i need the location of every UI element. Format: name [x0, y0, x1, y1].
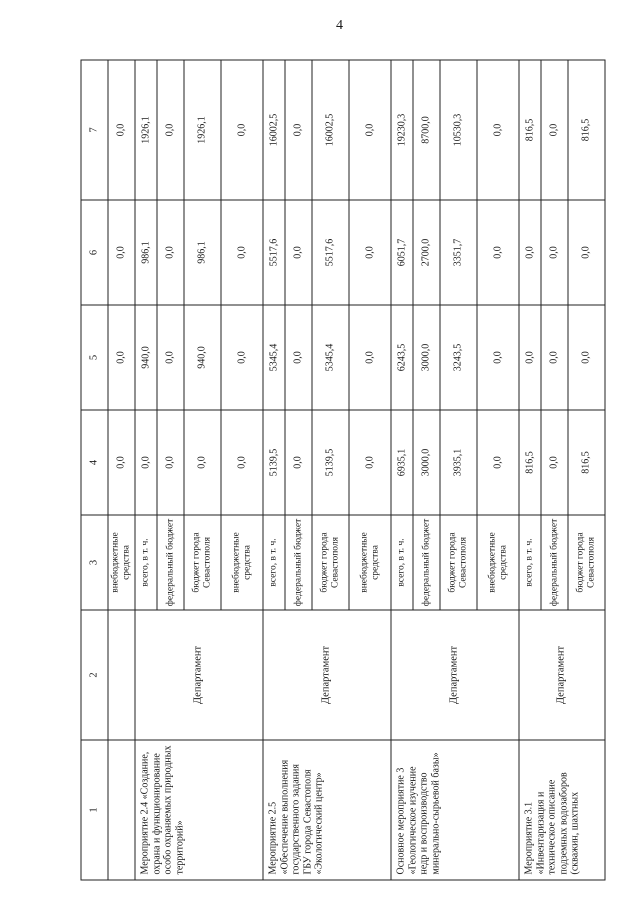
value-cell: 2700,0	[413, 200, 440, 305]
source-cell: внебюджетные средства	[349, 515, 391, 610]
value-cell: 0,0	[349, 200, 391, 305]
table-row	[108, 60, 135, 880]
table-row	[519, 60, 541, 880]
value-cell: 986,1	[184, 200, 221, 305]
value-cell: 0,0	[157, 410, 184, 515]
value-cell: 0,0	[349, 410, 391, 515]
value-cell: 0,0	[541, 410, 568, 515]
value-cell: 0,0	[349, 305, 391, 410]
value-cell: 16002,5	[312, 60, 349, 200]
value-cell: 3000,0	[413, 410, 440, 515]
value-cell: 6243,5	[391, 305, 413, 410]
header-col-5: 5	[81, 305, 108, 410]
measure-cell: Мероприятие 2.4 «Создание, охрана и функционирование особо охраняемых природных территорий»	[135, 740, 263, 880]
header-col-7: 7	[81, 60, 108, 200]
source-cell: всего, в т. ч.	[135, 515, 157, 610]
budget-table-rotated	[81, 60, 606, 880]
value-cell: 16002,5	[263, 60, 285, 200]
source-cell: федеральный бюджет	[413, 515, 440, 610]
value-cell: 0,0	[135, 410, 157, 515]
source-cell: внебюджетные средства	[221, 515, 263, 610]
value-cell: 0,0	[477, 410, 519, 515]
department-cell: Департамент	[135, 610, 263, 740]
value-cell: 0,0	[477, 305, 519, 410]
value-cell: 816,5	[568, 410, 605, 515]
value-cell: 0,0	[184, 410, 221, 515]
value-cell: 0,0	[477, 200, 519, 305]
source-cell: внебюджетные средства	[477, 515, 519, 610]
value-cell: 0,0	[108, 305, 135, 410]
value-cell: 0,0	[541, 60, 568, 200]
header-col-6: 6	[81, 200, 108, 305]
source-cell: внебюджетные средства	[108, 515, 135, 610]
value-cell: 5345,4	[312, 305, 349, 410]
table-row	[263, 60, 285, 880]
value-cell: 3000,0	[413, 305, 440, 410]
source-cell: всего, в т. ч.	[263, 515, 285, 610]
value-cell: 10530,3	[440, 60, 477, 200]
value-cell: 816,5	[519, 60, 541, 200]
value-cell: 0,0	[519, 200, 541, 305]
measure-cell: Мероприятие 2.5 «Обеспечение выполнения государственного задания ГБУ города Севастополя «Экологический центр»	[263, 740, 391, 880]
value-cell: 940,0	[135, 305, 157, 410]
source-cell: всего, в т. ч.	[519, 515, 541, 610]
table-row	[135, 60, 157, 880]
value-cell: 5139,5	[312, 410, 349, 515]
value-cell: 5517,6	[263, 200, 285, 305]
value-cell: 5345,4	[263, 305, 285, 410]
value-cell: 5517,6	[312, 200, 349, 305]
value-cell: 0,0	[157, 60, 184, 200]
value-cell: 0,0	[285, 200, 312, 305]
source-cell: федеральный бюджет	[285, 515, 312, 610]
source-cell: бюджет города Севастополя	[440, 515, 477, 610]
value-cell: 0,0	[221, 60, 263, 200]
value-cell: 5139,5	[263, 410, 285, 515]
measure-cell	[108, 740, 135, 880]
source-cell: федеральный бюджет	[157, 515, 184, 610]
source-cell: бюджет города Севастополя	[312, 515, 349, 610]
value-cell: 6051,7	[391, 200, 413, 305]
header-col-1: 1	[81, 740, 108, 880]
value-cell: 0,0	[221, 305, 263, 410]
header-col-2: 2	[81, 610, 108, 740]
value-cell: 940,0	[184, 305, 221, 410]
value-cell: 0,0	[285, 60, 312, 200]
measure-cell: Мероприятие 3.1 «Инвентаризация и техническое описание подземных водозаборов (скважин, шахтных	[519, 740, 605, 880]
department-cell: Департамент	[391, 610, 519, 740]
value-cell: 19230,3	[391, 60, 413, 200]
value-cell: 0,0	[477, 60, 519, 200]
department-cell: Департамент	[263, 610, 391, 740]
department-cell: Департамент	[519, 610, 605, 740]
source-cell: бюджет города Севастополя	[184, 515, 221, 610]
budget-table	[81, 59, 606, 880]
value-cell: 0,0	[108, 410, 135, 515]
value-cell: 0,0	[541, 200, 568, 305]
header-row	[81, 60, 108, 880]
value-cell: 816,5	[568, 60, 605, 200]
value-cell: 8700,0	[413, 60, 440, 200]
header-col-4: 4	[81, 410, 108, 515]
value-cell: 816,5	[519, 410, 541, 515]
value-cell: 3243,5	[440, 305, 477, 410]
value-cell: 0,0	[568, 200, 605, 305]
value-cell: 986,1	[135, 200, 157, 305]
value-cell: 0,0	[157, 305, 184, 410]
table-row	[391, 60, 413, 880]
value-cell: 3935,1	[440, 410, 477, 515]
value-cell: 1926,1	[184, 60, 221, 200]
source-cell: всего, в т. ч.	[391, 515, 413, 610]
value-cell: 0,0	[108, 60, 135, 200]
value-cell: 0,0	[157, 200, 184, 305]
source-cell: бюджет города Севастополя	[568, 515, 605, 610]
value-cell: 6935,1	[391, 410, 413, 515]
value-cell: 0,0	[108, 200, 135, 305]
value-cell: 1926,1	[135, 60, 157, 200]
header-col-3: 3	[81, 515, 108, 610]
page-number: 4	[336, 18, 343, 33]
value-cell: 0,0	[285, 410, 312, 515]
value-cell: 0,0	[349, 60, 391, 200]
value-cell: 0,0	[519, 305, 541, 410]
value-cell: 3351,7	[440, 200, 477, 305]
value-cell: 0,0	[541, 305, 568, 410]
value-cell: 0,0	[221, 410, 263, 515]
department-cell	[108, 610, 135, 740]
value-cell: 0,0	[285, 305, 312, 410]
measure-cell: Основное мероприятие 3 «Геологическое изучение недр и воспроизводство минерально-сырьевой базы»	[391, 740, 519, 880]
source-cell: федеральный бюджет	[541, 515, 568, 610]
value-cell: 0,0	[568, 305, 605, 410]
value-cell: 0,0	[221, 200, 263, 305]
